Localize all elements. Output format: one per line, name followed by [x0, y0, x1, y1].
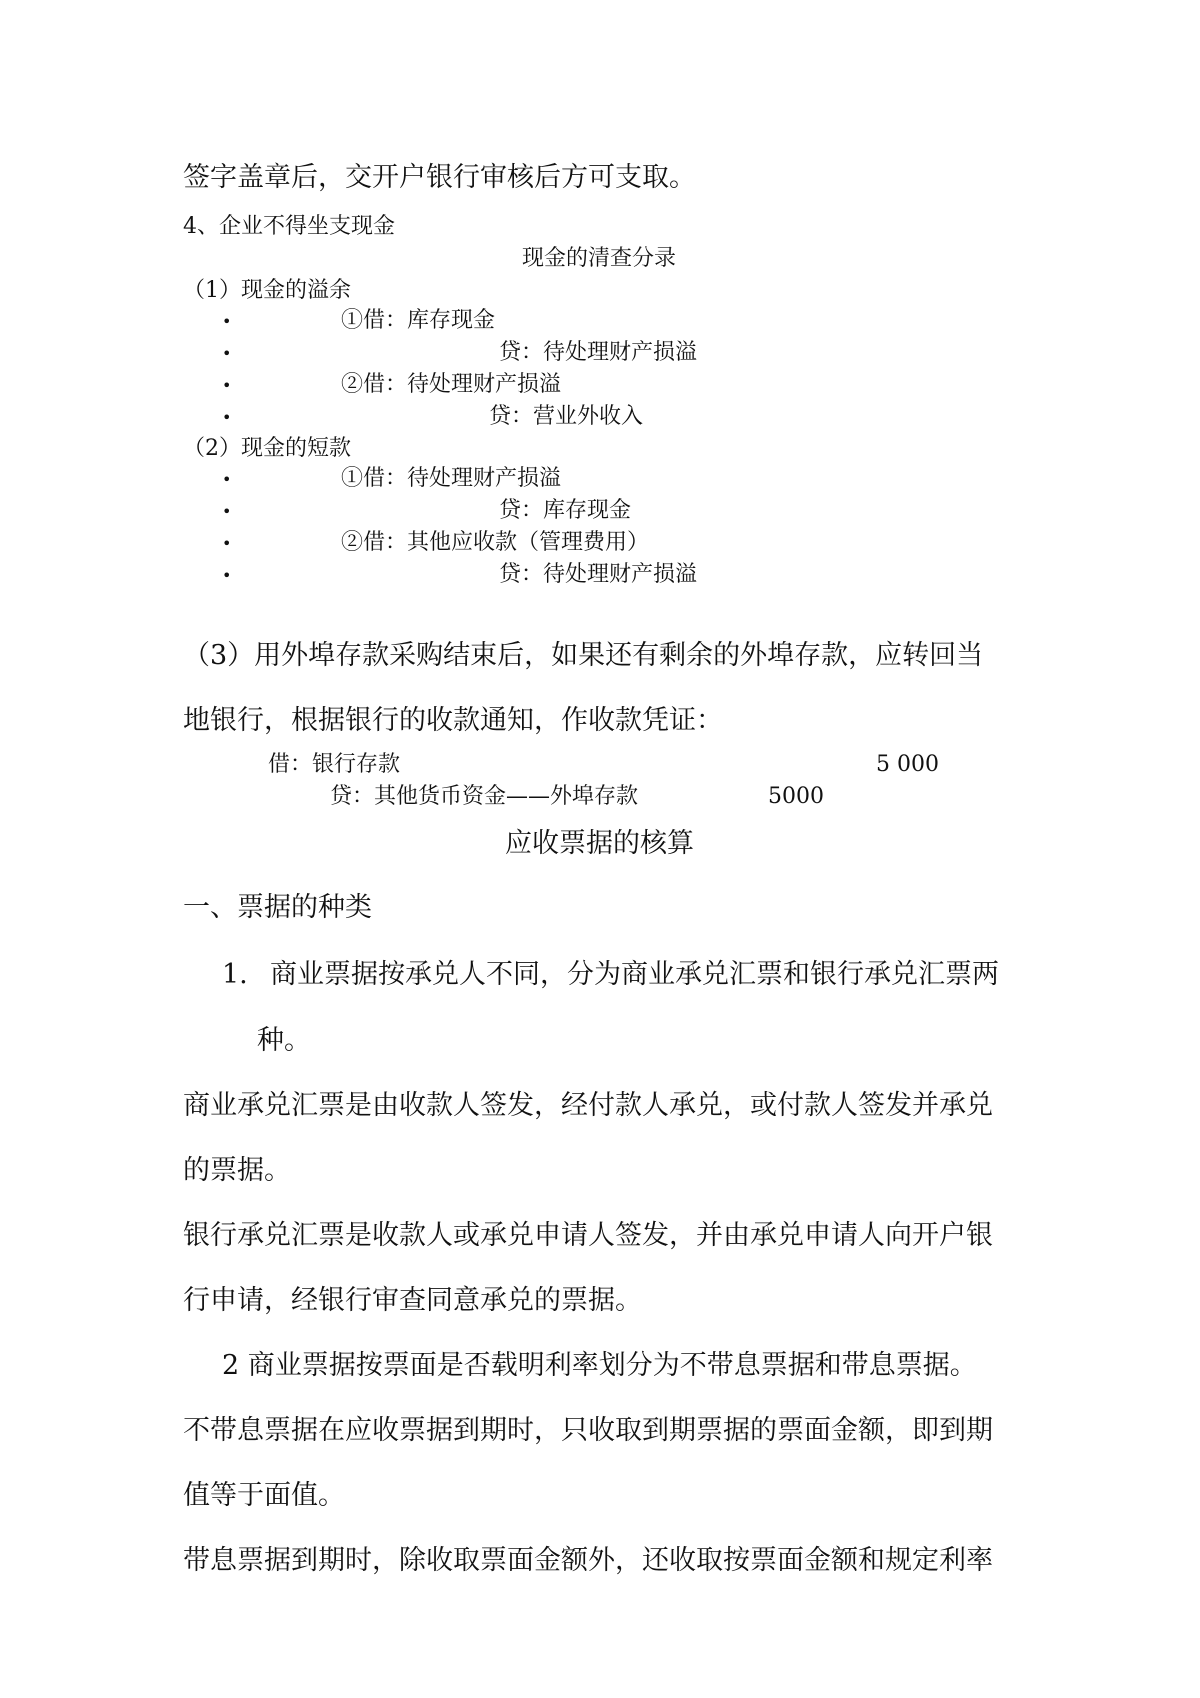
- journal-entry-credit: 贷：营业外收入: [489, 404, 644, 429]
- bullet-icon: •: [222, 534, 232, 553]
- paragraph-line: 的票据。: [183, 1155, 291, 1186]
- paragraph-line: 地银行，根据银行的收款通知，作收款凭证：: [183, 705, 723, 736]
- paragraph-line: 2 商业票据按票面是否载明利率划分为不带息票据和带息票据。: [222, 1350, 977, 1381]
- journal-entry-debit: 借：银行存款: [268, 752, 401, 777]
- subsection-heading: （2）现金的短款: [183, 436, 351, 461]
- paragraph-line: 不带息票据在应收票据到期时，只收取到期票据的票面金额，即到期: [183, 1415, 993, 1446]
- paragraph-line: 银行承兑汇票是收款人或承兑申请人签发，并由承兑申请人向开户银: [183, 1220, 993, 1251]
- paragraph-line: 行申请，经银行审查同意承兑的票据。: [183, 1285, 642, 1316]
- journal-entry-debit: ②借：待处理财产损溢: [341, 372, 562, 397]
- section-title: 现金的清查分录: [522, 246, 677, 271]
- debit-amount: 5 000: [876, 752, 939, 777]
- credit-amount: 5000: [768, 784, 824, 809]
- bullet-icon: •: [222, 408, 232, 427]
- journal-entry-debit: ②借：其他应收款（管理费用）: [341, 530, 650, 555]
- paragraph-line: （3）用外埠存款采购结束后，如果还有剩余的外埠存款，应转回当: [183, 640, 984, 671]
- journal-entry-credit: 贷：待处理财产损溢: [499, 562, 698, 587]
- subsection-heading: （1）现金的溢余: [183, 278, 351, 303]
- bullet-icon: •: [222, 312, 232, 331]
- section-title: 应收票据的核算: [505, 828, 694, 859]
- journal-entry-debit: ①借：库存现金: [341, 308, 496, 333]
- list-item: 4、企业不得坐支现金: [183, 214, 395, 239]
- journal-entry-credit: 贷：库存现金: [499, 498, 632, 523]
- list-item-text: 商业票据按承兑人不同，分为商业承兑汇票和银行承兑汇票两: [270, 959, 999, 990]
- bullet-icon: •: [222, 470, 232, 489]
- journal-entry-debit: ①借：待处理财产损溢: [341, 466, 562, 491]
- list-number: 1.: [222, 959, 248, 990]
- bullet-icon: •: [222, 502, 232, 521]
- bullet-icon: •: [222, 344, 232, 363]
- paragraph-line: 带息票据到期时，除收取票面金额外，还收取按票面金额和规定利率: [183, 1545, 993, 1576]
- journal-entry-credit: 贷：其他货币资金——外埠存款: [330, 784, 639, 809]
- heading: 一、票据的种类: [183, 892, 372, 923]
- list-item-text: 种。: [257, 1025, 311, 1056]
- bullet-icon: •: [222, 566, 232, 585]
- paragraph-line: 签字盖章后，交开户银行审核后方可支取。: [183, 162, 696, 193]
- paragraph-line: 商业承兑汇票是由收款人签发，经付款人承兑，或付款人签发并承兑: [183, 1090, 993, 1121]
- paragraph-line: 值等于面值。: [183, 1480, 345, 1511]
- bullet-icon: •: [222, 376, 232, 395]
- journal-entry-credit: 贷：待处理财产损溢: [499, 340, 698, 365]
